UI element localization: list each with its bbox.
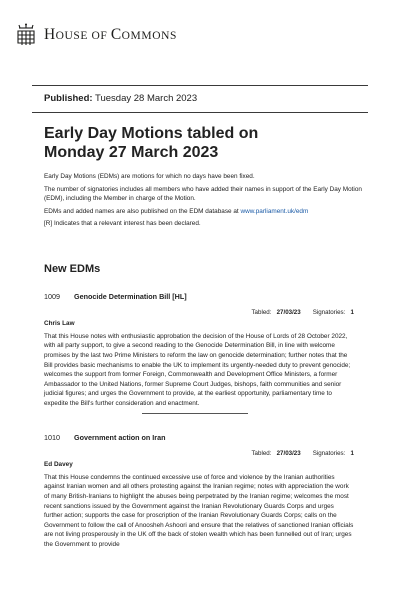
title-line-1: Early Day Motions tabled on: [44, 125, 259, 142]
edm-item: [44, 433, 354, 550]
house-of-commons-header: [16, 22, 177, 48]
title-line-2: Monday 27 March 2023: [44, 144, 219, 161]
edm-item: [44, 292, 354, 409]
intro-paragraph: Early Day Motions (EDMs) are motions for which no days have been fixed.: [44, 173, 255, 180]
edm-number: 1009: [44, 292, 60, 301]
top-rule: [32, 85, 368, 86]
portcullis-logo-icon: [16, 23, 36, 47]
intro-paragraph: EDMs and added names are also published on the EDM database at www.parliament.uk/edm: [44, 207, 309, 215]
edm-title: Genocide Determination Bill [HL]: [74, 292, 187, 301]
intro-paragraph: [R] Indicates that a relevant interest has been declared.: [44, 220, 201, 228]
edm-title: Government action on Iran: [74, 433, 166, 442]
section-title: New EDMs: [44, 263, 101, 275]
edm-database-link[interactable]: www.parliament.uk/edm: [240, 207, 309, 215]
edm-number: 1010: [44, 433, 60, 442]
intro-paragraph: The number of signatories includes all members who have added their names in support of the Early Day Motion (EDM), including the Member in charge of the Motion.: [44, 185, 362, 203]
page-title: [44, 124, 364, 162]
edm-text: That this House notes with enthusiastic approbation the decision of the House of Lords of 28 October 2022, with all party support, to give a second reading to the Genocide Determination Bill, in line with welcome promises by the last two Prime Ministers to reform the law on genocide determination; further notes that the Bill provides basic mechanisms to enable the UK to implement its urgently-needed duty to prevent genocide; welcomes the support from former Foreign, Commonwealth and Development Office Ministers, a former Ambassador to the United Nations, former Supreme Court Judges, bishops, faith communities and senior judicial figures; and urges the Government to provide, at the earliest opportunity, parliamentary time to expedite the Bill's further consideration and enactment.: [44, 332, 351, 407]
edm-sponsor: Chris Law: [44, 320, 75, 328]
bottom-rule: [32, 112, 368, 113]
edm-sponsor: Ed Davey: [44, 461, 73, 469]
motion-divider: [142, 413, 248, 414]
published-line: Published: Tuesday 28 March 2023: [44, 93, 198, 104]
intro-text: [44, 172, 364, 232]
edm-meta: Tabled: 27/03/23 Signatories: 1: [251, 449, 354, 457]
edm-meta: Tabled: 27/03/23 Signatories: 1: [251, 308, 354, 316]
brand-wordmark: HOUSE OF COMMONS: [44, 26, 178, 43]
edm-text: That this House condemns the continued excessive use of force and violence by the Iranian authorities against Iranian women and all others protesting against the Iranian regime; notes with appreciation the work of many British-Iranians to highlight the abuses being perpetrated by the Iranian regime; welcomes the most recent sanctions issued by the Government against the Iranian Revolutionary Guards Corps and urges further action; supports the case for proscription of the Iranian Revolutionary Guards Corps; calls on the Government to follow the call of Anoosheh Ashoori and ensure that the relatives of sanctioned Iranian officials are not living prosperously in the UK off the back of stolen wealth which has been funnelled out of Iran; urges the Government to provide: [44, 473, 354, 548]
